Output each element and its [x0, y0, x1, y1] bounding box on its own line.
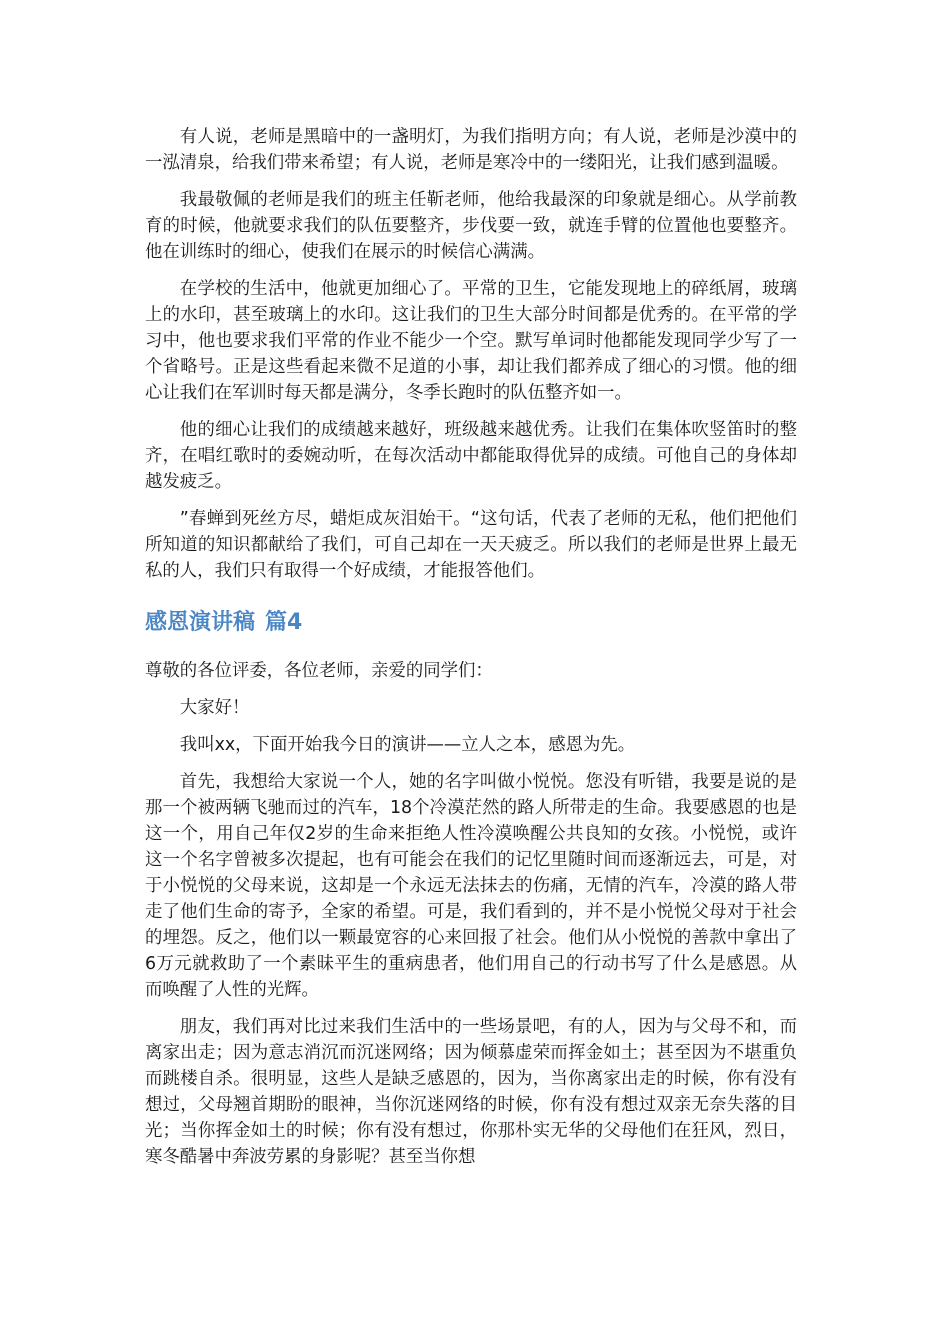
- salutation: 尊敬的各位评委，各位老师，亲爱的同学们：: [145, 661, 493, 681]
- paragraph: 在学校的生活中，他就更加细心了。平常的卫生，它能发现地上的碎纸屑，玻璃上的水印，甚至玻璃上的水印。这让我们的卫生大部分时间都是优秀的。在平常的学习中，他也要求我们平常的作业不能少一个空。默写单词时他都能发现同学少写了一个省略号。正是这些看起来微不足道的小事，却让我们都养成了细心的习惯。他的细心让我们在军训时每天都是满分，冬季长跑时的队伍整齐如一。: [145, 279, 797, 403]
- paragraph: 大家好！: [179, 698, 250, 718]
- section-heading: [145, 608, 797, 638]
- paragraph: 我叫xx，下面开始我今日的演讲——立人之本，感恩为先。: [179, 735, 636, 755]
- paragraph: 他的细心让我们的成绩越来越好，班级越来越优秀。让我们在集体吹竖笛时的整齐，在唱红歌时的委婉动听，在每次活动中都能取得优异的成绩。可他自己的身体却越发疲乏。: [145, 420, 797, 492]
- paragraph: 首先，我想给大家说一个人，她的名字叫做小悦悦。您没有听错，我要是说的是那一个被两辆飞驰而过的汽车，18个冷漠茫然的路人所带走的生命。我要感恩的也是这一个，用自己年仅2岁的生命来拒绝人性冷漠唤醒公共良知的女孩。小悦悦，或许这一个名字曾被多次提起，也有可能会在我们的记忆里随时间而逐渐远去，可是，对于小悦悦的父母来说，这却是一个永远无法抹去的伤痛，无情的汽车，冷漠的路人带走了他们生命的寄予，全家的希望。可是，我们看到的，并不是小悦悦父母对于社会的埋怨。反之，他们以一颗最宽容的心来回报了社会。他们从小悦悦的善款中拿出了6万元就救助了一个素昧平生的重病患者，他们用自己的行动书写了什么是感恩。从而唤醒了人性的光辉。: [145, 772, 797, 1000]
- paragraph: ”春蝉到死丝方尽，蜡炬成灰泪始干。“这句话，代表了老师的无私，他们把他们所知道的知识都献给了我们，可自己却在一天天疲乏。所以我们的老师是世界上最无私的人，我们只有取得一个好成绩，才能报答他们。: [145, 509, 797, 581]
- document-page: [145, 124, 797, 1170]
- section-heading-number: 篇4: [265, 610, 303, 635]
- paragraph: 我最敬佩的老师是我们的班主任靳老师，他给我最深的印象就是细心。从学前教育的时候，他就要求我们的队伍要整齐，步伐要一致，就连手臂的位置他也要整齐。他在训练时的细心，使我们在展示的时候信心满满。: [145, 190, 797, 262]
- paragraph: 有人说，老师是黑暗中的一盏明灯，为我们指明方向；有人说，老师是沙漠中的一泓清泉，给我们带来希望；有人说，老师是寒冷中的一缕阳光，让我们感到温暖。: [145, 127, 797, 173]
- section-heading-title: 感恩演讲稿: [145, 610, 256, 635]
- paragraph: 朋友，我们再对比过来我们生活中的一些场景吧，有的人，因为与父母不和，而离家出走；因为意志消沉而沉迷网络；因为倾慕虚荣而挥金如土；甚至因为不堪重负而跳楼自杀。很明显，这些人是缺乏感恩的，因为，当你离家出走的时候，你有没有想过，父母翘首期盼的眼神，当你沉迷网络的时候，你有没有想过双亲无奈失落的目光；当你挥金如土的时候；你有没有想过，你那朴实无华的父母他们在狂风，烈日，寒冬酷暑中奔波劳累的身影呢？甚至当你想: [145, 1017, 797, 1167]
